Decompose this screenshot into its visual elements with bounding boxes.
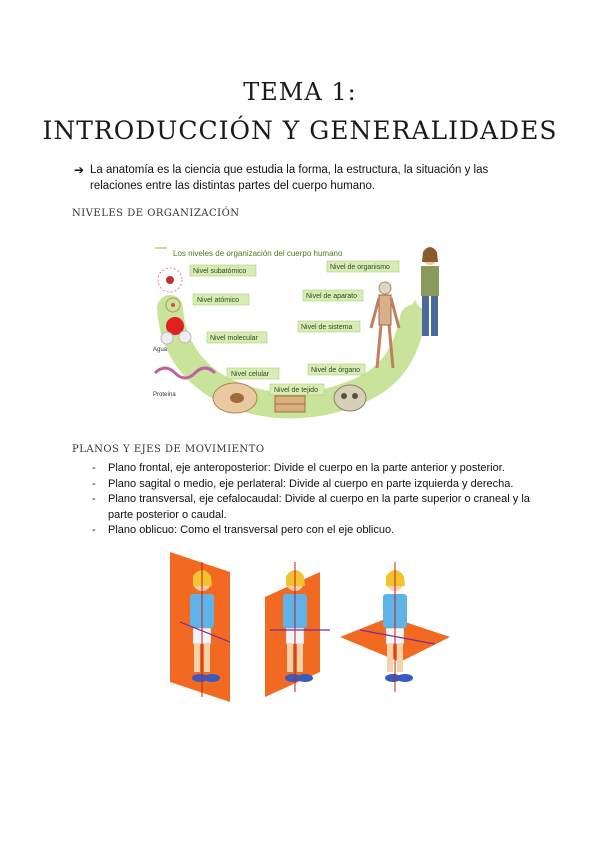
list-item: - Plano sagital o medio, eje perlateral: Divide al cuerpo en parte izquierda y derecha.: [92, 477, 532, 493]
levels-of-organization-figure: [145, 238, 453, 428]
section-heading-levels: NIVELES DE ORGANIZACIÓN: [72, 208, 240, 219]
label-organo: Nivel de órgano: [311, 367, 361, 374]
body-planes-figure: [160, 552, 450, 702]
section-heading-planes: PLANOS Y EJES DE MOVIMIENTO: [72, 444, 265, 455]
figure-title: Los niveles de organización del cuerpo humano: [173, 249, 343, 258]
frontal-plane-illustration: [170, 552, 230, 702]
label-molecular: Nivel molecular: [210, 335, 258, 342]
title-line-1: TEMA 1:: [243, 78, 357, 106]
sagittal-plane-illustration: [265, 562, 330, 697]
label-sistema: Nivel de sistema: [301, 324, 353, 331]
list-item: - Plano transversal, eje cefalocaudal: Divide al cuerpo en la parte superior o craneal y la parte posterior o caudal.: [92, 492, 532, 523]
list-item: - Plano frontal, eje anteroposterior: Divide el cuerpo en la parte anterior y posterior.: [92, 461, 532, 477]
label-organismo: Nivel de organismo: [330, 264, 390, 271]
planes-list: [92, 461, 532, 539]
label-subatomico: Nivel subatómico: [193, 268, 247, 275]
label-atomico: Nivel atómico: [197, 297, 240, 304]
label-agua: Agua: [153, 347, 168, 353]
intro-paragraph: [74, 162, 530, 194]
label-aparato: Nivel de aparato: [306, 293, 357, 300]
title-line-2: INTRODUCCIÓN Y GENERALIDADES: [42, 116, 558, 145]
intro-text: La anatomía es la ciencia que estudia la forma, la estructura, la situación y las relaciones entre las distintas partes del cuerpo humano.: [90, 164, 489, 192]
arrow-bullet-icon: ➔: [74, 163, 85, 177]
list-item: - Plano oblicuo: Como el transversal pero con el eje oblicuo.: [92, 523, 532, 539]
label-tejido: Nivel de tejido: [274, 387, 318, 394]
transverse-plane-illustration: [340, 562, 450, 692]
label-proteina: Proteína: [153, 392, 176, 398]
label-celular: Nivel celular: [231, 371, 270, 378]
